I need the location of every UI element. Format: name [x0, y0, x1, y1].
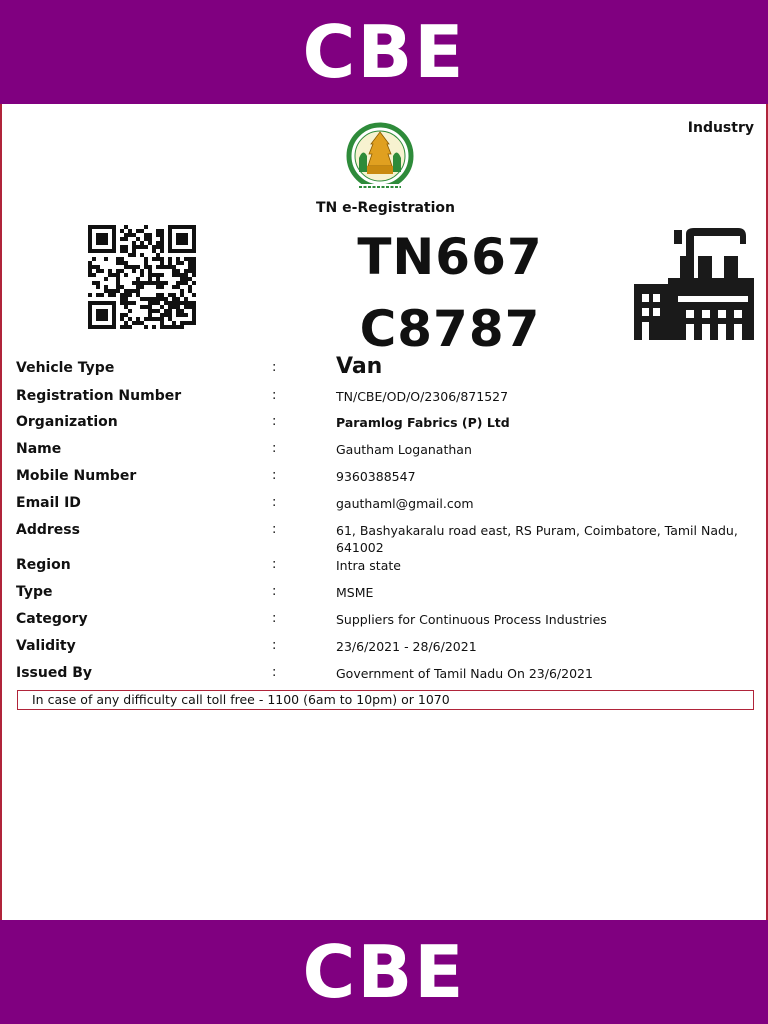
detail-separator: : — [272, 665, 277, 680]
detail-label: Address — [16, 522, 80, 538]
detail-separator: : — [272, 414, 277, 429]
detail-separator: : — [272, 584, 277, 599]
factory-icon — [628, 222, 756, 340]
detail-value: Government of Tamil Nadu On 23/6/2021 — [336, 666, 593, 681]
detail-label: Vehicle Type — [16, 360, 115, 376]
plate-number-line-1: TN667 — [357, 228, 543, 286]
detail-label: Registration Number — [16, 388, 182, 404]
plate-number-line-2: C8787 — [359, 300, 541, 358]
detail-value: 61, Bashyakaralu road east, RS Puram, Coimbatore, Tamil Nadu, 641002 — [336, 523, 738, 555]
detail-separator: : — [272, 611, 277, 626]
detail-value: Intra state — [336, 558, 401, 573]
detail-value: Suppliers for Continuous Process Industries — [336, 612, 607, 627]
footer-title: CBE — [302, 930, 466, 1014]
detail-label: Organization — [16, 414, 118, 430]
detail-value: 9360388547 — [336, 469, 416, 484]
detail-value: Van — [336, 354, 383, 379]
detail-label: Email ID — [16, 495, 81, 511]
detail-separator: : — [272, 360, 277, 375]
issuer-caption: TN e-Registration — [316, 200, 455, 216]
detail-value: MSME — [336, 585, 374, 600]
detail-value: Gautham Loganathan — [336, 442, 472, 457]
detail-label: Category — [16, 611, 88, 627]
header-title: CBE — [302, 10, 466, 94]
detail-value: gauthaml@gmail.com — [336, 496, 474, 511]
detail-label: Type — [16, 584, 53, 600]
detail-separator: : — [272, 495, 277, 510]
header-band — [0, 0, 768, 104]
detail-value: Paramlog Fabrics (P) Ltd — [336, 415, 510, 430]
category-tag: Industry — [687, 120, 754, 136]
qr-code-icon — [88, 225, 196, 329]
detail-label: Name — [16, 441, 62, 457]
detail-label: Validity — [16, 638, 76, 654]
detail-label: Region — [16, 557, 71, 573]
detail-label: Mobile Number — [16, 468, 137, 484]
detail-separator: : — [272, 557, 277, 572]
detail-separator: : — [272, 441, 277, 456]
detail-value: TN/CBE/OD/O/2306/871527 — [336, 389, 509, 404]
detail-label: Issued By — [16, 665, 93, 681]
helpline-notice: In case of any difficulty call toll free - 1100 (6am to 10pm) or 1070 — [17, 690, 754, 710]
detail-value: 23/6/2021 - 28/6/2021 — [336, 639, 477, 654]
detail-separator: : — [272, 522, 277, 537]
detail-separator: : — [272, 468, 277, 483]
footer-band — [0, 920, 768, 1024]
detail-separator: : — [272, 388, 277, 403]
detail-separator: : — [272, 638, 277, 653]
tamil-nadu-emblem-icon — [345, 122, 415, 194]
